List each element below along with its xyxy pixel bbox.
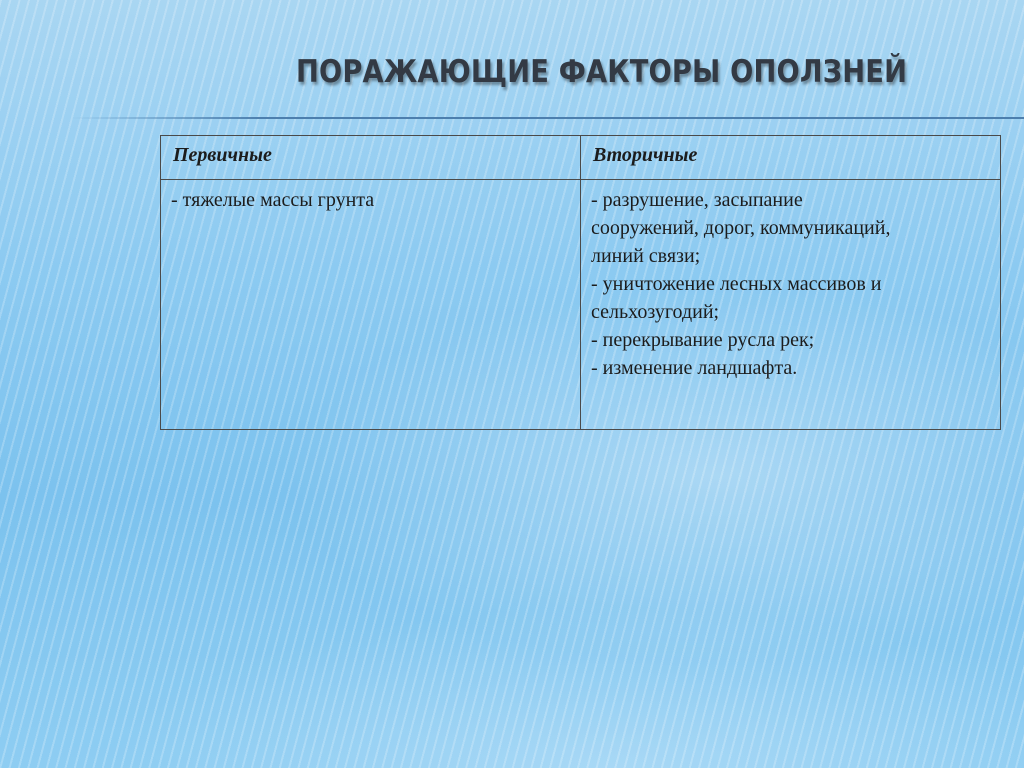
table-row (161, 180, 1001, 430)
cell-primary (161, 180, 581, 430)
table-header-row (161, 136, 1001, 180)
secondary-factor-line: линий связи; (591, 245, 701, 267)
cell-secondary (581, 180, 1001, 430)
secondary-factor-line: - уничтожение лесных массивов и (591, 273, 882, 295)
secondary-factor-line: - изменение ландшафта. (591, 357, 798, 379)
primary-factor-item: - тяжелые массы грунта (171, 189, 375, 211)
header-primary: Первичные (161, 136, 581, 180)
secondary-factor-line: сельхозугодий; (591, 301, 720, 323)
factors-table (160, 135, 1001, 430)
header-secondary: Вторичные (581, 136, 1001, 180)
secondary-factor-line: сооружений, дорог, коммуникаций, (591, 217, 891, 239)
secondary-factor-line: - разрушение, засыпание (591, 189, 803, 211)
title-underline (70, 117, 1024, 119)
slide-title: ПОРАЖАЮЩИЕ ФАКТОРЫ ОПОЛЗНЕЙ (296, 54, 908, 90)
secondary-factor-line: - перекрывание русла рек; (591, 329, 815, 351)
